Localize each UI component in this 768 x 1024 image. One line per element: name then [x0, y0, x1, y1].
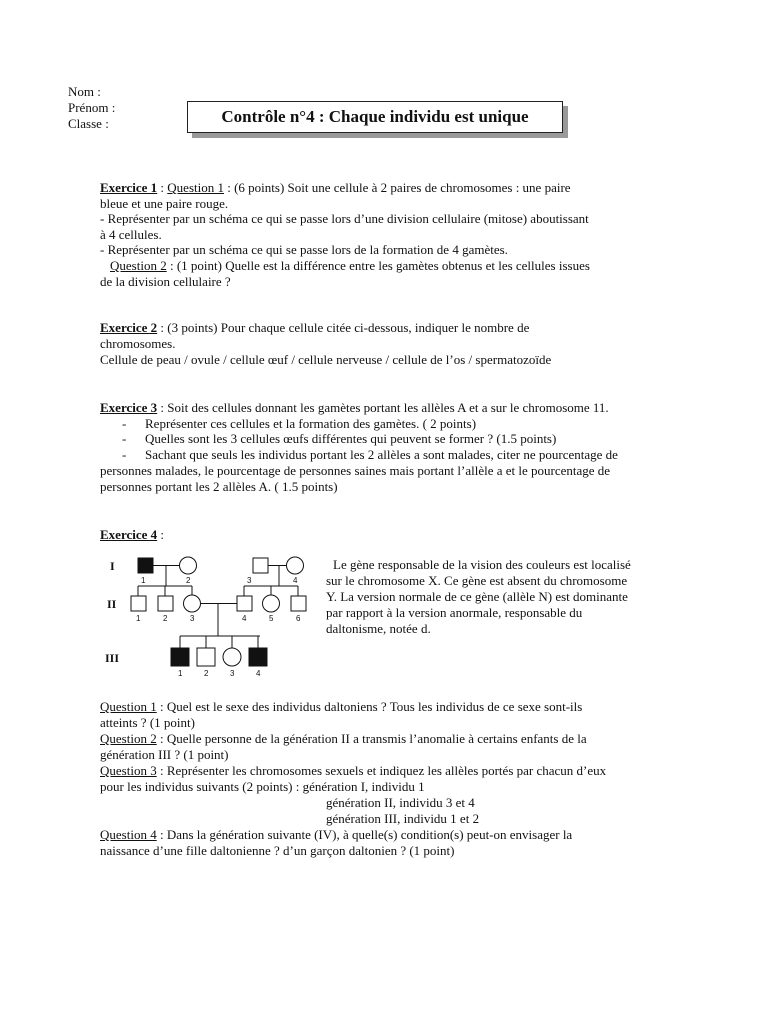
ex4-text-line1: Le gène responsable de la vision des couleurs est localisé	[333, 557, 631, 572]
ex4-q4-label: Question 4	[100, 827, 157, 842]
ped-I-4-female	[287, 557, 304, 574]
ped-I-1-num: 1	[141, 576, 146, 585]
ex4-q1-line2: atteints ? (1 point)	[100, 715, 195, 730]
ex4-q1-line1	[100, 699, 582, 715]
ex4-text-line5: daltonisme, notée d.	[326, 621, 431, 636]
ex4-q3-text: : Représenter les chromosomes sexuels et indiquez les allèles portés par chacun d’eux	[156, 763, 607, 778]
ped-gen-III-label: III	[105, 651, 120, 665]
ex4-heading: Exercice 4	[100, 527, 158, 542]
ex1-line3: - Représenter par un schéma ce qui se passe lors d’une division cellulaire (mitose) aboutissant	[100, 211, 589, 226]
ex1-line1-text: : (6 points) Soit une cellule à 2 paires de chromosomes : une paire	[223, 180, 571, 195]
ex4-q3-line2: pour les individus suivants (2 points) : génération I, individu 1	[100, 779, 425, 794]
ex3-line6: personnes portant les 2 allèles A. ( 1.5 points)	[100, 479, 338, 494]
ex1-line6-text: : (1 point) Quelle est la différence entre les gamètes obtenus et les cellules issues	[166, 258, 590, 273]
ex4-q1-text: : Quel est le sexe des individus daltoniens ? Tous les individus de ce sexe sont-ils	[156, 699, 583, 714]
ped-III-4-num: 4	[256, 669, 261, 678]
ex3-line5: personnes malades, le pourcentage de personnes saines mais portant l’allèle a et le pourcentage de	[100, 463, 611, 478]
ex1-q2-label: Question 2	[110, 258, 167, 273]
ex4-q4-line2: naissance d’une fille daltonienne ? d’un garçon daltonien ? (1 point)	[100, 843, 455, 858]
ped-III-3-female	[223, 648, 241, 666]
ped-gen-I-label: I	[110, 559, 115, 573]
ped-I-4-num: 4	[293, 576, 298, 585]
ex4-q1-label: Question 1	[100, 699, 157, 714]
ex2-line3: Cellule de peau / ovule / cellule œuf / cellule nerveuse / cellule de l’os / spermatozoïde	[100, 352, 552, 367]
ex2-heading: Exercice 2	[100, 320, 158, 335]
ped-III-1-male-affected	[171, 648, 189, 666]
ped-I-2-num: 2	[186, 576, 191, 585]
ex4-text-line2: sur le chromosome X. Ce gène est absent du chromosome	[326, 573, 628, 588]
prenom-label: Prénom :	[68, 100, 116, 115]
ped-gen-II-label: II	[107, 597, 117, 611]
ex4-q3-line4: génération III, individu 1 et 2	[326, 811, 480, 826]
ped-III-4-male-affected	[249, 648, 267, 666]
ped-II-3-num: 3	[190, 614, 195, 623]
ex1-q1-label: Question 1	[167, 180, 224, 195]
ex4-text-line3: Y. La version normale de ce gène (allèle N) est dominante	[326, 589, 628, 604]
ex4-q3-line1	[100, 763, 606, 779]
classe-label: Classe :	[68, 116, 109, 131]
ex3-heading: Exercice 3	[100, 400, 158, 415]
nom-label: Nom :	[68, 84, 101, 99]
ex3-bullet3: Sachant que seuls les individus portant les 2 allèles a sont malades, citer ne pourcentage de	[145, 447, 618, 462]
ped-I-2-female	[180, 557, 197, 574]
page-title: Contrôle n°4 : Chaque individu est unique	[187, 101, 563, 133]
ex1-line4: à 4 cellules.	[100, 227, 162, 242]
ex4-q4-text: : Dans la génération suivante (IV), à quelle(s) condition(s) peut-on envisager la	[156, 827, 573, 842]
ex4-q3-label: Question 3	[100, 763, 157, 778]
ex1-line5: - Représenter par un schéma ce qui se passe lors de la formation de 4 gamètes.	[100, 242, 508, 257]
ex3-dash1: -	[122, 416, 127, 431]
ex4-q2-label: Question 2	[100, 731, 157, 746]
ex3-dash3: -	[122, 447, 127, 462]
ped-III-3-num: 3	[230, 669, 235, 678]
ped-II-6-male	[291, 596, 306, 611]
ex3-bullet2: Quelles sont les 3 cellules œufs différentes qui peuvent se former ? (1.5 points)	[145, 431, 557, 446]
ped-I-3-num: 3	[247, 576, 252, 585]
ex4-q2-line1	[100, 731, 587, 747]
ex4-heading-line	[100, 527, 164, 543]
ped-II-1-num: 1	[136, 614, 141, 623]
ex3-dash2: -	[122, 431, 127, 446]
ex3-bullet1: Représenter ces cellules et la formation des gamètes. ( 2 points)	[145, 416, 477, 431]
ex4-text-line4: par rapport à la version anormale, responsable du	[326, 605, 583, 620]
ex1-line1: Exercice 1 : Question 1 : (6 points) Soit une cellule à 2 paires de chromosomes : une paire	[100, 180, 571, 195]
ped-II-5-num: 5	[269, 614, 274, 623]
ped-III-1-num: 1	[178, 669, 183, 678]
ped-II-2-num: 2	[163, 614, 168, 623]
ex4-q3-line3: génération II, individu 3 et 4	[326, 795, 475, 810]
ped-I-1-male-affected	[138, 558, 153, 573]
ped-II-6-num: 6	[296, 614, 301, 623]
ex1-line2: bleue et une paire rouge.	[100, 196, 229, 211]
ex1-heading: Exercice 1	[100, 180, 158, 195]
ped-I-3-male	[253, 558, 268, 573]
ped-II-3-female	[184, 595, 201, 612]
ex3-line1-text: : Soit des cellules donnant les gamètes portant les allèles A et a sur le chromosome 11.	[157, 400, 609, 415]
ex1-line6	[110, 258, 590, 274]
pedigree-diagram	[100, 548, 325, 684]
ex1-line7: de la division cellulaire ?	[100, 274, 231, 289]
ex4-q2-line2: génération III ? (1 point)	[100, 747, 229, 762]
ex2-line1-text: : (3 points) Pour chaque cellule citée ci-dessous, indiquer le nombre de	[157, 320, 530, 335]
ex4-q4-line1	[100, 827, 572, 843]
ped-III-2-num: 2	[204, 669, 209, 678]
ex4-q2-text: : Quelle personne de la génération II a transmis l’anomalie à certains enfants de la	[156, 731, 587, 746]
ex2-line2: chromosomes.	[100, 336, 176, 351]
ex2-line1	[100, 320, 529, 336]
ped-II-1-male	[131, 596, 146, 611]
ped-II-4-num: 4	[242, 614, 247, 623]
ped-II-2-male	[158, 596, 173, 611]
ex4-heading-colon: :	[157, 527, 165, 542]
ex3-line1	[100, 400, 609, 416]
ped-III-2-male	[197, 648, 215, 666]
ped-II-4-male	[237, 596, 252, 611]
ped-II-5-female	[263, 595, 280, 612]
